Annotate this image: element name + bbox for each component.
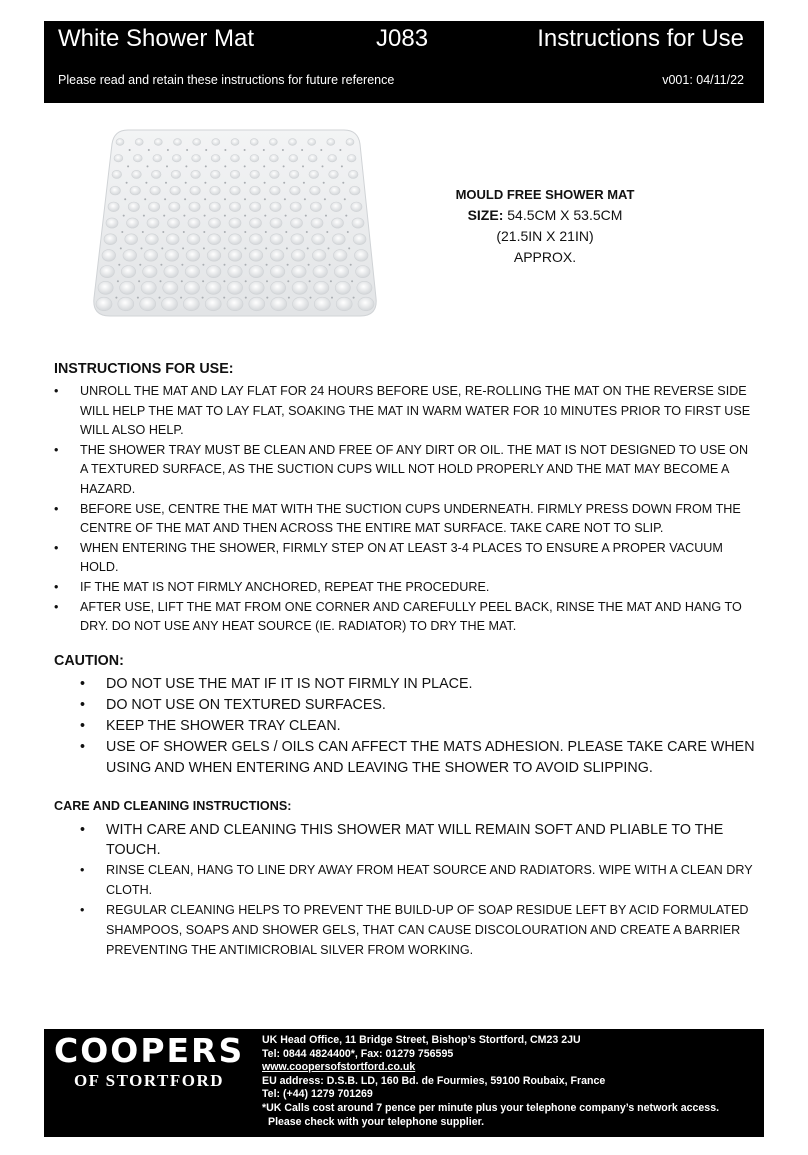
caution-list	[106, 674, 756, 779]
instructions-list	[80, 382, 756, 637]
list-item: • REGULAR CLEANING HELPS TO PREVENT THE BUILD-UP OF SOAP RESIDUE LEFT BY ACID FORMULATED SHAMPOOS, SOAPS AND SHOWER GELS, THAT CAN CAUSE DISCOLOURATION AND CREATE A BARRIER PREVENTING THE ANTIMICROBIAL SILVER FROM WORKING.	[106, 900, 756, 960]
list-item: • BEFORE USE, CENTRE THE MAT WITH THE SUCTION CUPS UNDERNEATH. FIRMLY PRESS DOWN FROM THE CENTRE OF THE MAT AND THEN ACROSS THE ENTIRE MAT SURFACE. TAKE CARE NOT TO SLIP.	[80, 500, 756, 539]
call-cost-note: *UK Calls cost around 7 pence per minute plus your telephone company’s network access.	[262, 1101, 720, 1114]
product-code: J083	[376, 25, 429, 52]
list-item: • DO NOT USE ON TEXTURED SURFACES.	[106, 695, 756, 716]
size-cm: 54.5CM X 53.5CM	[507, 207, 623, 223]
header-bar	[44, 21, 764, 103]
eu-phone: Tel: (+44) 1279 701269	[262, 1088, 373, 1101]
size-approx: APPROX.	[513, 249, 577, 265]
list-item: • USE OF SHOWER GELS / OILS CAN AFFECT THE MATS ADHESION. PLEASE TAKE CARE WHEN USING AND WHEN ENTERING AND LEAVING THE SHOWER TO AVOID SLIPPING.	[106, 737, 756, 779]
head-office-address: UK Head Office, 11 Bridge Street, Bishop’s Stortford, CM23 2JU	[262, 1034, 581, 1046]
list-item: • WITH CARE AND CLEANING THIS SHOWER MAT WILL REMAIN SOFT AND PLIABLE TO THE TOUCH.	[106, 820, 756, 860]
contact-details	[262, 1034, 719, 1129]
product-spec	[420, 184, 670, 268]
version-date: v001: 04/11/22	[662, 73, 744, 87]
uk-phone-fax: Tel: 0844 4824400*, Fax: 01279 756595	[262, 1047, 454, 1060]
spec-title: MOULD FREE SHOWER MAT	[455, 187, 635, 202]
spec-size	[420, 205, 670, 226]
supplier-note: Please check with your telephone supplier.	[268, 1115, 485, 1128]
caution-heading: CAUTION:	[54, 653, 124, 669]
list-item: • KEEP THE SHOWER TRAY CLEAN.	[106, 716, 756, 737]
website-link[interactable]: www.coopersofstortford.co.uk	[262, 1061, 416, 1074]
list-item: • RINSE CLEAN, HANG TO LINE DRY AWAY FROM HEAT SOURCE AND RADIATORS. WIPE WITH A CLEAN DRY CLOTH.	[106, 860, 756, 900]
company-logo-subtitle: OF STORTFORD	[73, 1071, 225, 1090]
document-title: Instructions for Use	[537, 25, 744, 52]
list-item: • THE SHOWER TRAY MUST BE CLEAN AND FREE OF ANY DIRT OR OIL. THE MAT IS NOT DESIGNED TO USE ON A TEXTURED SURFACE, AS THE SUCTION CUPS WILL NOT HOLD PROPERLY AND THE MAT MAY BECOME A HAZARD.	[80, 441, 756, 500]
list-item: • AFTER USE, LIFT THE MAT FROM ONE CORNER AND CAREFULLY PEEL BACK, RINSE THE MAT AND HANG TO DRY. DO NOT USE ANY HEAT SOURCE (IE. RADIATOR) TO DRY THE MAT.	[80, 598, 756, 637]
list-item: • UNROLL THE MAT AND LAY FLAT FOR 24 HOURS BEFORE USE, RE-ROLLING THE MAT ON THE REVERSE SIDE WILL HELP THE MAT TO LAY FLAT, SOAKING THE MAT IN WARM WATER FOR 10 MINUTES PRIOR TO FIRST USE WILL ALSO HELP.	[80, 382, 756, 441]
eu-address: EU address: D.S.B. LD, 160 Bd. de Fourmies, 59100 Roubaix, France	[262, 1074, 606, 1087]
care-heading: CARE AND CLEANING INSTRUCTIONS:	[54, 799, 292, 813]
list-item: • DO NOT USE THE MAT IF IT IS NOT FIRMLY IN PLACE.	[106, 674, 756, 695]
list-item: • IF THE MAT IS NOT FIRMLY ANCHORED, REPEAT THE PROCEDURE.	[80, 578, 756, 598]
header-subtitle: Please read and retain these instructions for future reference	[58, 73, 395, 87]
instructions-heading: INSTRUCTIONS FOR USE:	[54, 361, 234, 377]
list-item: • WHEN ENTERING THE SHOWER, FIRMLY STEP ON AT LEAST 3-4 PLACES TO ENSURE A PROPER VACUUM HOLD.	[80, 539, 756, 578]
size-inches: (21.5IN X 21IN)	[496, 228, 594, 244]
footer-bar	[44, 1029, 764, 1137]
care-list	[106, 820, 756, 960]
shower-mat-image	[92, 122, 378, 318]
size-label: SIZE:	[467, 207, 504, 223]
product-title: White Shower Mat	[58, 25, 255, 52]
company-logo: COOPERS	[54, 1031, 245, 1070]
